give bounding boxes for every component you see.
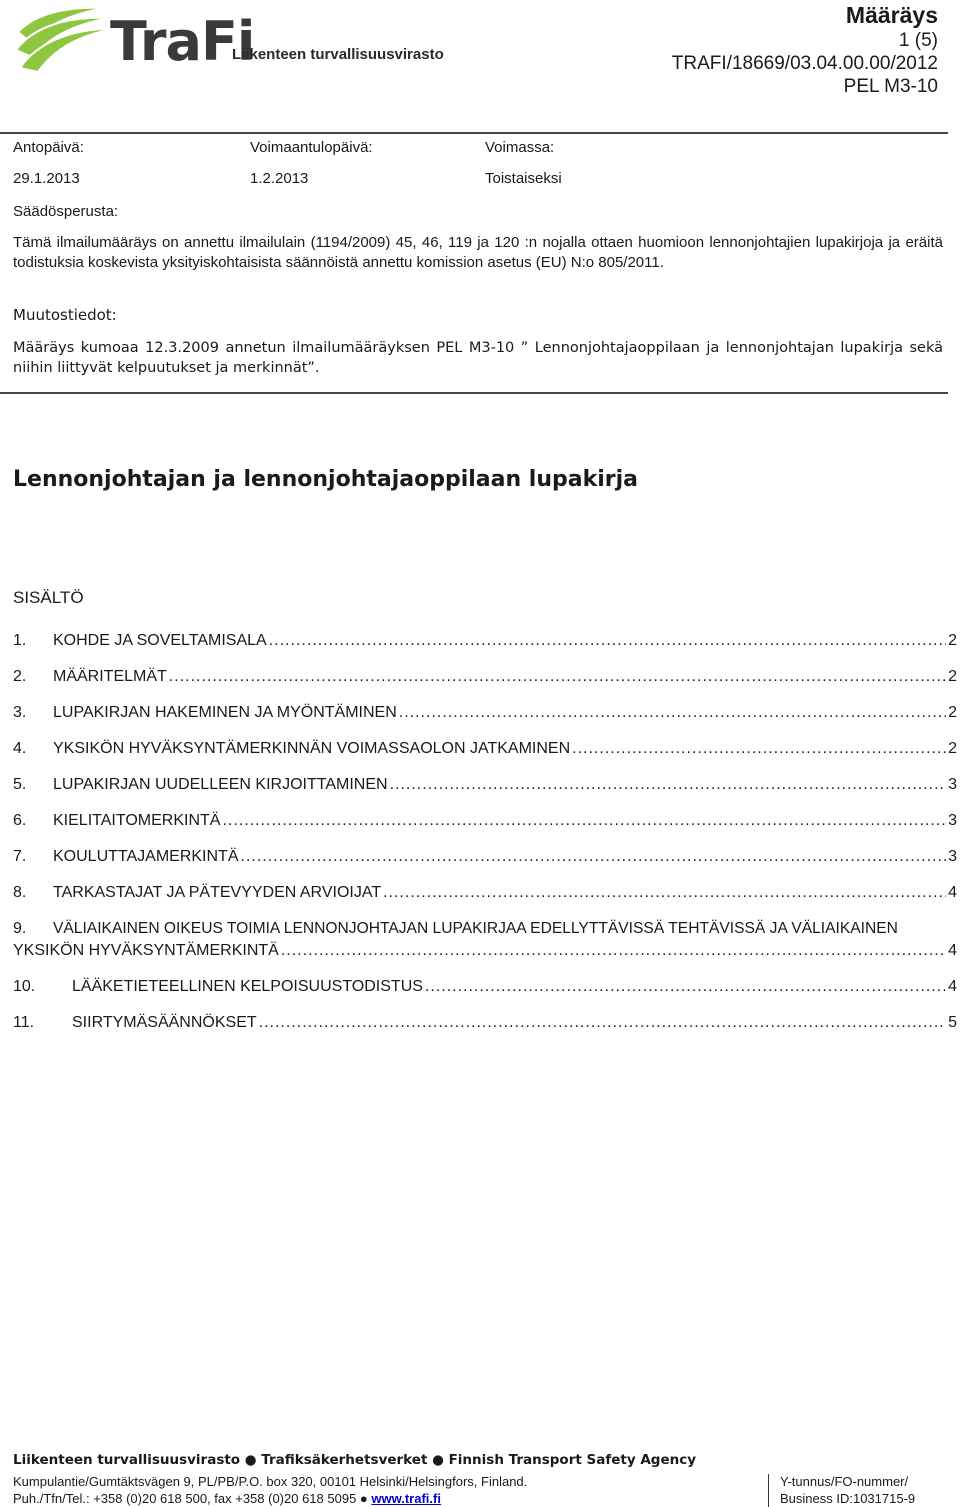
business-id: Business ID:1031715-9 — [780, 1491, 916, 1506]
toc-item-9-continued[interactable] — [13, 938, 957, 960]
toc-item-title-continued: YKSIKÖN HYVÄKSYNTÄMERKINTÄ — [13, 942, 279, 959]
toc-leader-dots — [259, 1014, 946, 1032]
valid-label: Voimassa: — [485, 139, 555, 156]
toc-leader-dots — [169, 668, 946, 686]
toc-heading: SISÄLTÖ — [13, 588, 84, 607]
toc-leader-dots — [572, 740, 946, 758]
toc-item-number: 3. — [13, 704, 27, 721]
toc-item-title: TARKASTAJAT JA PÄTEVYYDEN ARVIOIJAT — [53, 884, 382, 901]
toc-item-2[interactable] — [13, 664, 957, 686]
meta-divider — [0, 392, 948, 394]
toc-item-page: 4 — [948, 978, 957, 995]
toc-item-6[interactable] — [13, 808, 957, 830]
website-link[interactable]: www.trafi.fi — [371, 1491, 441, 1506]
issued-value: 29.1.2013 — [13, 170, 80, 187]
toc-item-title: YKSIKÖN HYVÄKSYNTÄMERKINNÄN VOIMASSAOLON JATKAMINEN — [53, 740, 571, 757]
toc-leader-dots — [390, 776, 947, 794]
toc-item-number: 9. — [13, 920, 27, 937]
toc-item-7[interactable] — [13, 844, 957, 866]
toc-leader-dots — [222, 812, 946, 830]
toc-item-number: 1. — [13, 632, 27, 649]
toc-item-10[interactable] — [13, 974, 957, 996]
toc-item-number: 7. — [13, 848, 27, 865]
toc-item-page: 5 — [948, 1014, 957, 1031]
document-title: Lennonjohtajan ja lennonjohtajaoppilaan lupakirja — [13, 467, 639, 492]
toc-item-number: 8. — [13, 884, 27, 901]
footer-address: Kumpulantie/Gumtäktsvägen 9, PL/PB/P.O. box 320, 00101 Helsinki/Helsingfors, Finland. — [13, 1474, 528, 1489]
toc-item-title: LUPAKIRJAN UUDELLEEN KIRJOITTAMINEN — [53, 776, 388, 793]
toc-item-page: 3 — [948, 848, 957, 865]
toc-item-4[interactable] — [13, 736, 957, 758]
toc-item-page: 3 — [948, 812, 957, 829]
changes-text: Määräys kumoaa 12.3.2009 annetun ilmailumääräyksen PEL M3-10 ” Lennonjohtajaoppilaan ja lennonjohtajan lupakirja sekä niihin liittyvät kelpuutukset ja merkinnät”. — [13, 340, 943, 376]
basis-text: Tämä ilmailumääräys on annettu ilmailulain (1194/2009) 45, 46, 119 ja 120 :n nojalla ottaen huomioon lennonjohtajien lupakirjoja ja eräitä todistuksia koskevista yksityiskohtaisista säännöistä annettu komission asetus (EU) N:o 805/2011. — [13, 234, 943, 271]
toc-item-page: 4 — [948, 884, 957, 901]
toc-item-number: 11. — [13, 1014, 35, 1031]
toc-item-5[interactable] — [13, 772, 957, 794]
reference-number: TRAFI/18669/03.04.00.00/2012 — [671, 53, 938, 74]
trafi-logo — [10, 2, 450, 82]
toc-item-title: LUPAKIRJAN HAKEMINEN JA MYÖNTÄMINEN — [53, 704, 397, 721]
toc-item-title: KOHDE JA SOVELTAMISALA — [53, 632, 267, 649]
toc-leader-dots — [425, 978, 946, 996]
toc-item-number: 6. — [13, 812, 27, 829]
changes-label: Muutostiedot: — [13, 306, 117, 324]
toc-item-8[interactable] — [13, 880, 957, 902]
effective-label: Voimaantulopäivä: — [250, 139, 373, 156]
toc-item-title: KIELITAITOMERKINTÄ — [53, 812, 221, 829]
footer-contact — [13, 1491, 441, 1506]
page-number: 1 (5) — [898, 30, 938, 51]
toc-item-11[interactable] — [13, 1010, 957, 1032]
toc-leader-dots — [383, 884, 946, 902]
toc-item-number: 10. — [13, 978, 36, 995]
basis-label: Säädösperusta: — [13, 203, 119, 220]
toc-leader-dots — [281, 942, 946, 960]
toc-item-title: VÄLIAIKAINEN OIKEUS TOIMIA LENNONJOHTAJAN LUPAKIRJAA EDELLYTTÄVISSÄ TEHTÄVISSÄ JA VÄLIAIKAINEN — [53, 920, 898, 937]
toc-leader-dots — [269, 632, 946, 650]
business-id-label: Y-tunnus/FO-nummer/ — [780, 1474, 909, 1489]
toc-item-number: 2. — [13, 668, 27, 685]
logo-subtitle: Liikenteen turvallisuusvirasto — [232, 46, 444, 63]
toc-leader-dots — [399, 704, 946, 722]
toc-item-page: 3 — [948, 776, 957, 793]
toc-item-page: 4 — [948, 942, 957, 959]
toc-item-page: 2 — [948, 632, 957, 649]
effective-value: 1.2.2013 — [250, 170, 309, 187]
toc-item-number: 5. — [13, 776, 27, 793]
logo-wordmark: TraFi — [110, 10, 255, 73]
valid-value: Toistaiseksi — [485, 170, 562, 187]
toc-item-title: SIIRTYMÄSÄÄNNÖKSET — [72, 1014, 257, 1031]
footer-agency-line: Liikenteen turvallisuusvirasto ● Trafiksäkerhetsverket ● Finnish Transport Safety Agency — [13, 1452, 697, 1468]
footer-phone: Puh./Tfn/Tel.: +358 (0)20 618 500, fax +358 (0)20 618 5095 ● — [13, 1491, 368, 1506]
toc-item-9[interactable] — [13, 916, 957, 938]
toc-item-title: LÄÄKETIETEELLINEN KELPOISUUSTODISTUS — [72, 978, 423, 995]
toc-item-number: 4. — [13, 740, 27, 757]
doc-type: Määräys — [845, 2, 938, 28]
regulation-code: PEL M3-10 — [843, 76, 938, 97]
toc-item-page: 2 — [948, 668, 957, 685]
toc-item-3[interactable] — [13, 700, 957, 722]
toc-item-page: 2 — [948, 740, 957, 757]
toc-leader-dots — [241, 848, 947, 866]
toc-item-1[interactable] — [13, 628, 957, 650]
header-divider — [0, 132, 948, 134]
issued-label: Antopäivä: — [13, 139, 84, 156]
toc-item-title: KOULUTTAJAMERKINTÄ — [53, 848, 239, 865]
toc-item-page: 2 — [948, 704, 957, 721]
footer-divider — [768, 1474, 769, 1507]
toc-item-title: MÄÄRITELMÄT — [53, 668, 167, 685]
